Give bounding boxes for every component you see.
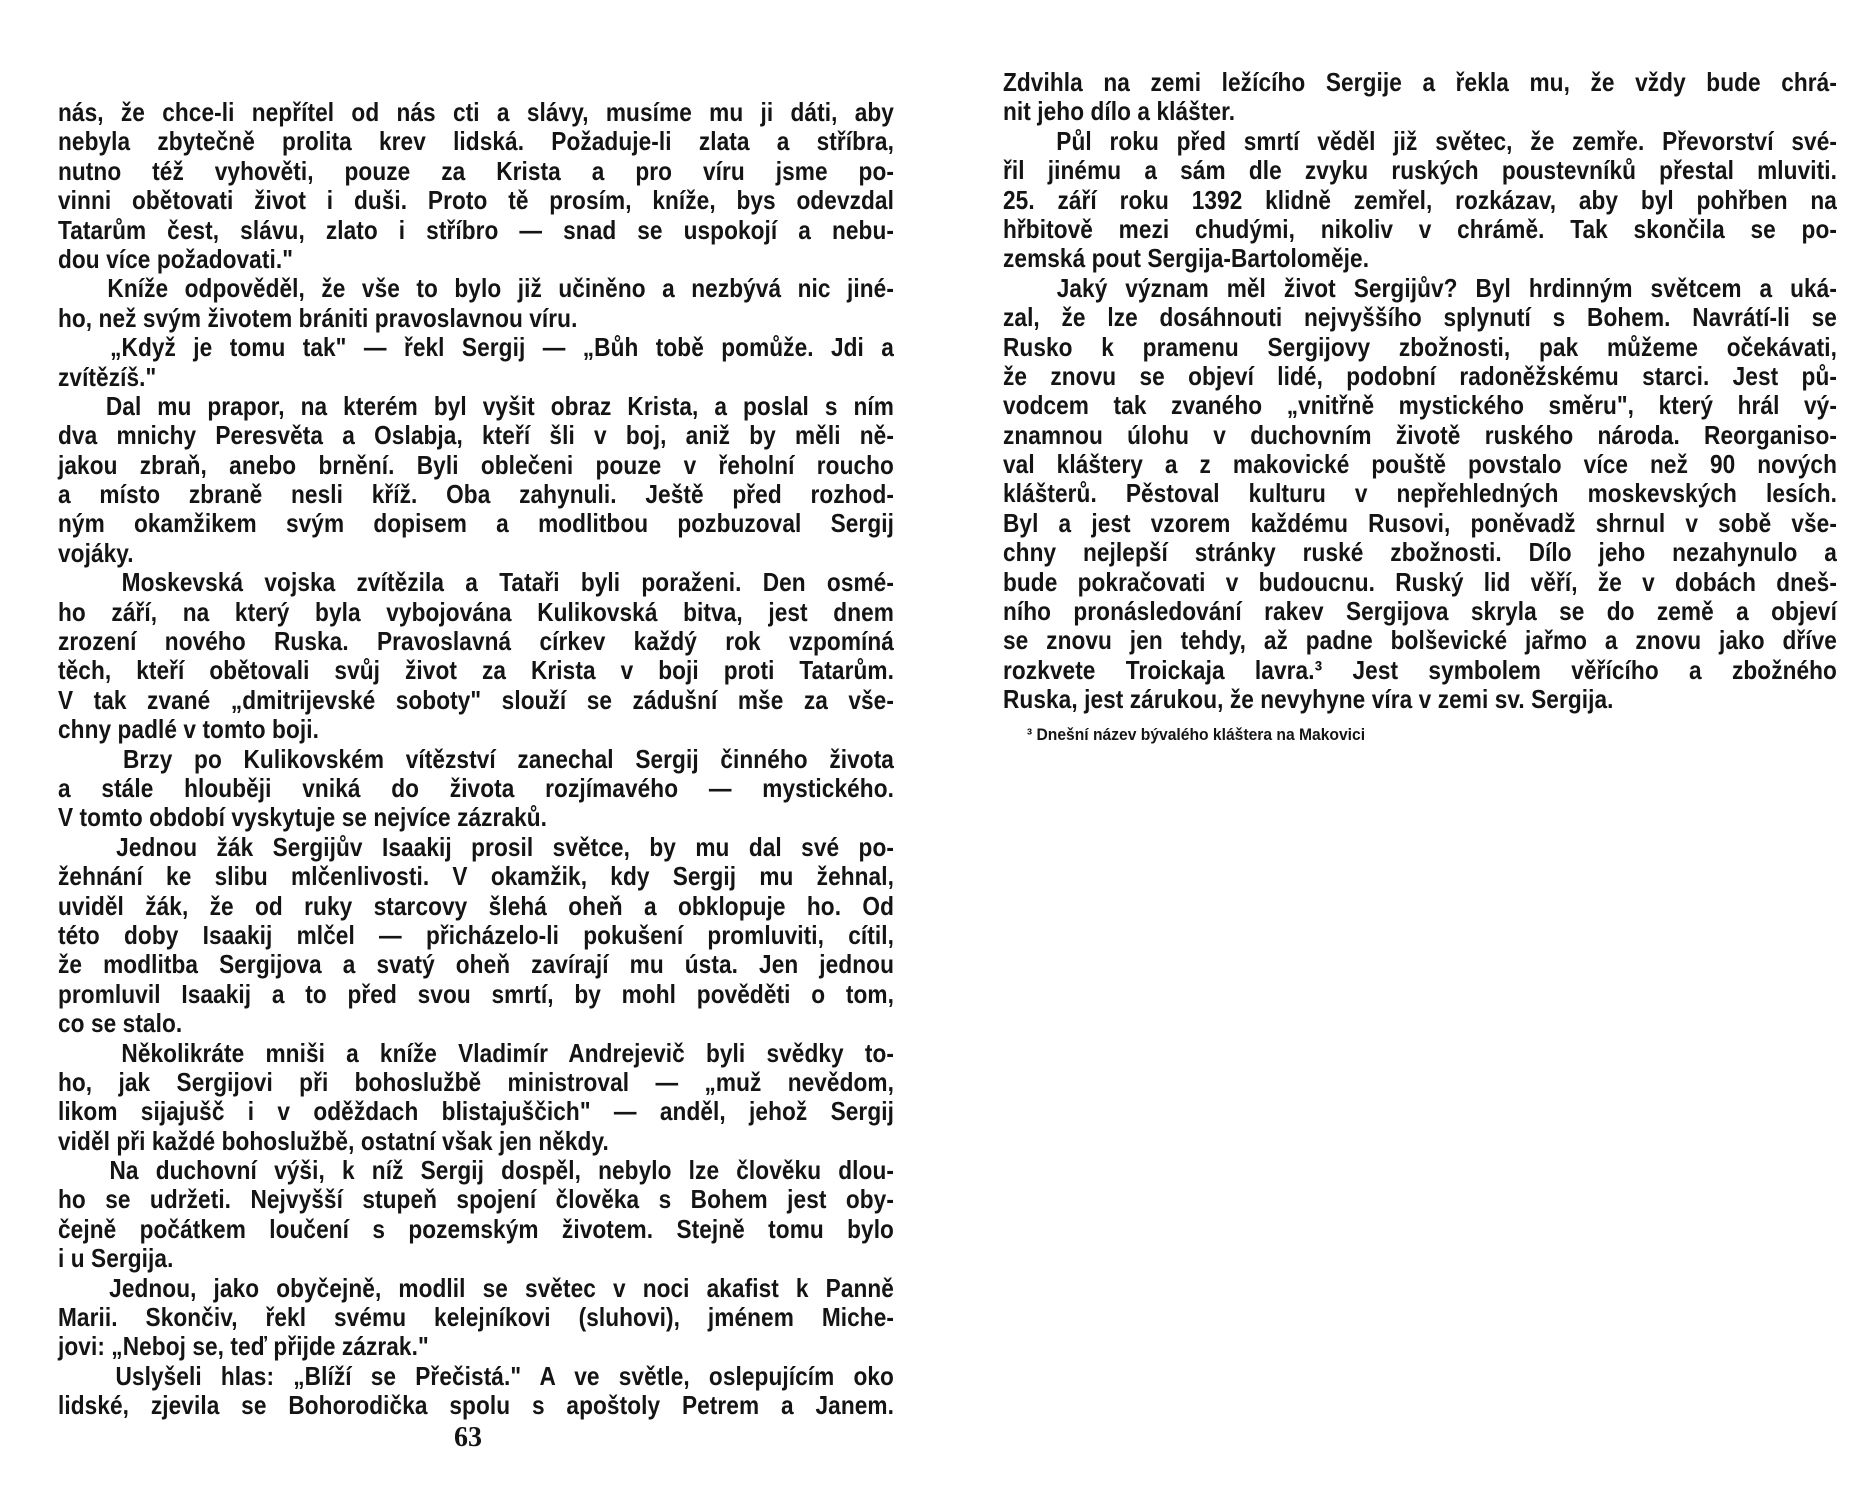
text-line: Jednou žák Sergijův Isaakij prosil světce, by mu dal své po- [58, 831, 894, 862]
text-line: val kláštery a z makovické pouště povstalo více než 90 nových [1003, 449, 1837, 480]
text-line: viděl při každé bohoslužbě, ostatní však jen někdy. [58, 1125, 609, 1156]
text-line: Kníže odpověděl, že vše to bylo již učiněno a nezbývá nic jiné- [58, 273, 894, 304]
text-line: ho září, na který byla vybojována Kulikovská bitva, jest dnem [58, 596, 894, 627]
text-line: „Když je tomu tak" — řekl Sergij — „Bůh tobě pomůže. Jdi a [58, 332, 894, 363]
text-line: této doby Isaakij mlčel — přicházelo-li pokušení promluviti, cítil, [58, 919, 894, 950]
text-line: čejně počátkem loučení s pozemským životem. Stejně tomu bylo [58, 1213, 894, 1244]
text-line: zemská pout Sergija-Bartoloměje. [1003, 243, 1370, 274]
text-line: chny nejlepší stránky ruské zbožnosti. Dílo jeho nezahynulo a [1003, 537, 1837, 568]
text-line: Marii. Skončiv, řekl svému kelejníkovi (sluhovi), jménem Miche- [58, 1302, 894, 1333]
text-line: zrození nového Ruska. Pravoslavná církev každý rok vzpomíná [58, 626, 894, 657]
text-line: Byl a jest vzorem každému Rusovi, poněvadž shrnul v sobě vše- [1003, 507, 1837, 538]
text-line: i u Sergija. [58, 1243, 174, 1274]
text-line: a místo zbraně nesli kříž. Oba zahynuli. Ještě před rozhod- [58, 479, 894, 510]
text-line: ho, jak Sergijovi při bohoslužbě ministroval — „muž nevědom, [58, 1066, 894, 1097]
text-line: promluvil Isaakij a to před svou smrtí, by mohl pověděti o tom, [58, 978, 894, 1009]
text-line: žehnání ke slibu mlčenlivosti. V okamžik, kdy Sergij mu žehnal, [58, 861, 894, 892]
right-page [1003, 68, 1837, 747]
text-line: V tak zvané „dmitrijevské soboty" slouží se zádušní mše za vše- [58, 684, 894, 715]
text-line: Uslyšeli hlas: „Blíží se Přečistá." A ve světle, oslepujícím oko [58, 1360, 894, 1391]
text-line: znamnou úlohu v duchovním životě ruského národa. Reorganiso- [1003, 419, 1837, 450]
text-line: Rusko k pramenu Sergijovy zbožnosti, pak můžeme očekávati, [1003, 331, 1837, 362]
text-line: ným okamžikem svým dopisem a modlitbou pozbuzoval Sergij [58, 508, 894, 539]
text-line: zvítězíš." [58, 361, 157, 392]
text-line: vodcem tak zvaného „vnitřně mystického směru", který hrál vý- [1003, 390, 1837, 421]
text-line: jakou zbraň, anebo brnění. Byli oblečeni pouze v řeholní roucho [58, 449, 894, 480]
text-line: ního pronásledování rakev Sergijova skryla se do země a objeví [1003, 596, 1837, 627]
text-line: V tomto období vyskytuje se nejvíce zázraků. [58, 802, 548, 833]
text-line: vinni obětovati život i duši. Proto tě prosím, kníže, bys odevzdal [58, 185, 894, 216]
text-line: Moskevská vojska zvítězila a Tataři byli poraženi. Den osmé- [58, 567, 894, 598]
text-line: nutno též vyhověti, pouze za Krista a pro víru jsme po- [58, 155, 894, 186]
text-line: bude pokračovati v budoucnu. Ruský lid věří, že v dobách dneš- [1003, 566, 1837, 597]
text-line: Zdvihla na zemi ležícího Sergije a řekla mu, že vždy bude chrá- [1003, 67, 1837, 97]
text-line: lidské, zjevila se Bohorodička spolu s apoštoly Petrem a Janem. [58, 1390, 894, 1421]
text-line: hřbitově mezi chudými, nikoliv v chrámě. Tak skončila se po- [1003, 213, 1837, 244]
text-line: že znovu se objeví lidé, podobní radoněžskému starci. Jest pů- [1003, 360, 1837, 391]
text-line: zal, že lze dosáhnouti nejvyššího splynutí s Bohem. Navrátí-li se [1003, 302, 1837, 333]
left-page-text [58, 98, 894, 1421]
text-line: Půl roku před smrtí věděl již světec, že zemře. Převorství své- [1003, 125, 1837, 156]
text-line: Brzy po Kulikovském vítězství zanechal Sergij činného života [58, 743, 894, 774]
text-line: dou více požadovati." [58, 243, 294, 274]
text-line: Několikráte mniši a kníže Vladimír Andrejevič byli svědky to- [58, 1037, 894, 1068]
text-line: ho, než svým životem brániti pravoslavnou víru. [58, 302, 578, 333]
text-line: Jaký význam měl život Sergijův? Byl hrdinným světcem a uká- [1003, 272, 1837, 303]
text-line: klášterů. Pěstoval kulturu v nepřehledných moskevských lesích. [1003, 478, 1837, 509]
text-line: Na duchovní výši, k níž Sergij dospěl, nebylo lze člověku dlou- [58, 1155, 894, 1186]
text-line: a stále hlouběji vniká do života rozjímavého — mystického. [58, 772, 894, 803]
text-line: likom sijajušč i v oděždach blistajuščich" — anděl, jehož Sergij [58, 1096, 894, 1127]
footnote: ³ Dnešní název bývalého kláštera na Makovici [1026, 724, 1366, 744]
text-line: Jednou, jako obyčejně, modlil se světec v noci akafist k Panně [58, 1272, 894, 1303]
text-line: nás, že chce-li nepřítel od nás cti a slávy, musíme mu ji dáti, aby [58, 97, 894, 127]
text-line: rozkvete Troickaja lavra.³ Jest symbolem věřícího a zbožného [1003, 654, 1837, 685]
text-line: nit jeho dílo a klášter. [1003, 96, 1236, 127]
text-line: těch, kteří obětovali svůj život za Krista v boji proti Tatarům. [58, 655, 894, 686]
text-line: Tatarům čest, slávu, zlato i stříbro — snad se uspokojí a nebu- [58, 214, 894, 245]
text-line: uviděl žák, že od ruky starcovy šlehá oheň a obklopuje ho. Od [58, 890, 894, 921]
text-line: co se stalo. [58, 1008, 183, 1039]
text-line: řil jinému a sám dle zvyku ruských poustevníků přestal mluviti. [1003, 155, 1837, 186]
text-line: Dal mu prapor, na kterém byl vyšit obraz Krista, a poslal s ním [58, 390, 894, 421]
text-line: dva mnichy Peresvěta a Oslabja, kteří šli v boj, aniž by měli ně- [58, 420, 894, 451]
text-line: vojáky. [58, 537, 134, 568]
text-line: nebyla zbytečně prolita krev lidská. Požaduje-li zlata a stříbra, [58, 126, 894, 157]
page-number: 63 [454, 1422, 482, 1453]
right-page-text [1003, 68, 1837, 715]
left-page [58, 97, 894, 1453]
text-line: Ruska, jest zárukou, že nevyhyne víra v zemi sv. Sergija. [1003, 684, 1614, 715]
text-line: 25. září roku 1392 klidně zemřel, rozkázav, aby byl pohřben na [1003, 184, 1837, 215]
text-line: chny padlé v tomto boji. [58, 714, 319, 745]
text-line: ho se udržeti. Nejvyšší stupeň spojení člověka s Bohem jest oby- [58, 1184, 894, 1215]
text-line: se znovu jen tehdy, až padne bolševické jařmo a znovu jako dříve [1003, 625, 1837, 656]
text-line: že modlitba Sergijova a svatý oheň zavírají mu ústa. Jen jednou [58, 949, 894, 980]
text-line: jovi: „Neboj se, teď přijde zázrak." [58, 1331, 429, 1362]
